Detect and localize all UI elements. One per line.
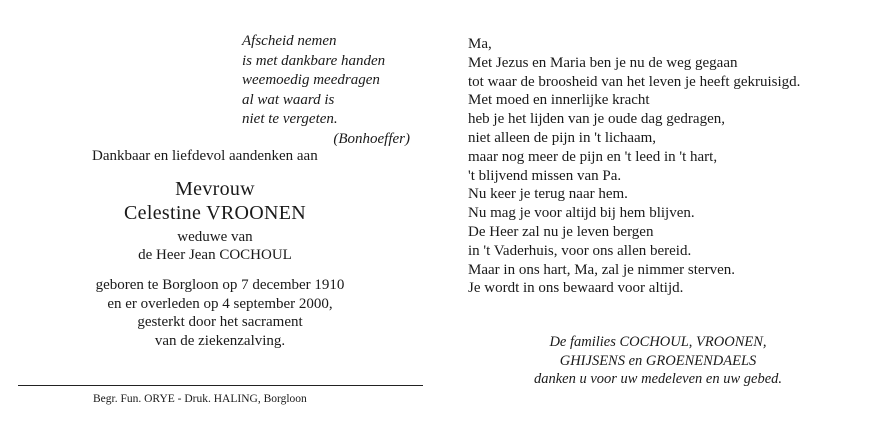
quote-line: is met dankbare handen	[242, 52, 386, 69]
poem-line: Met Jezus en Maria ben je nu de weg gegaan	[468, 54, 738, 71]
families-line: GHIJSENS en GROENENDAELS	[559, 352, 757, 369]
poem-line: 't blijvend missen van Pa.	[468, 167, 622, 184]
poem-line: Maar in ons hart, Ma, zal je nimmer sterven.	[468, 261, 735, 278]
poem-block	[468, 35, 848, 298]
poem-line: Met moed en innerlijke kracht	[468, 92, 650, 109]
birth-line: geboren te Borgloon op 7 december 1910	[95, 277, 345, 293]
sacrament-line-2: van de ziekenzalving.	[154, 332, 286, 349]
poem-line: Nu keer je terug naar hem.	[468, 186, 628, 203]
right-panel	[438, 0, 876, 430]
poem-line: tot waar de broosheid van het leven je heeft gekruisigd.	[468, 73, 801, 90]
families-thanks	[498, 333, 818, 389]
poem-line: Je wordt in ons bewaard voor altijd.	[468, 280, 684, 297]
thanks-line: danken u voor uw medeleven en uw gebed.	[533, 371, 783, 388]
poem-line: Ma,	[468, 36, 492, 52]
printer-credit: Begr. Fun. ORYE - Druk. HALING, Borgloon	[93, 393, 307, 405]
life-dates-block	[40, 276, 400, 350]
quote-author: (Bonhoeffer)	[333, 130, 410, 147]
poem-line: niet alleen de pijn in 't lichaam,	[468, 129, 657, 146]
spouse-name: de Heer Jean COCHOUL	[138, 247, 292, 263]
poem-line: in 't Vaderhuis, voor ons allen bereid.	[468, 242, 692, 259]
quote-line: al wat waard is	[242, 91, 335, 108]
dedication-text: Dankbaar en liefdevol aandenken aan	[92, 148, 318, 164]
quote-line: Afscheid nemen	[242, 33, 337, 49]
quote-line: niet te vergeten.	[242, 111, 338, 128]
deceased-name: Celestine VROONEN	[124, 202, 306, 224]
poem-line: De Heer zal nu je leven bergen	[468, 223, 654, 240]
families-line: De families COCHOUL, VROONEN,	[549, 334, 767, 350]
poem-line: maar nog meer de pijn en 't leed in 't hart,	[468, 148, 718, 165]
death-line: en er overleden op 4 september 2000,	[107, 295, 333, 312]
honorific-title: Mevrouw	[175, 178, 255, 200]
quote-block	[242, 32, 432, 150]
widow-label: weduwe van	[177, 229, 253, 245]
poem-line: heb je het lijden van je oude dag gedragen,	[468, 111, 725, 128]
sacrament-line: gesterkt door het sacrament	[137, 314, 303, 330]
quote-line: weemoedig meedragen	[242, 72, 380, 89]
divider-rule	[18, 385, 423, 386]
poem-line: Nu mag je voor altijd bij hem blijven.	[468, 205, 695, 222]
